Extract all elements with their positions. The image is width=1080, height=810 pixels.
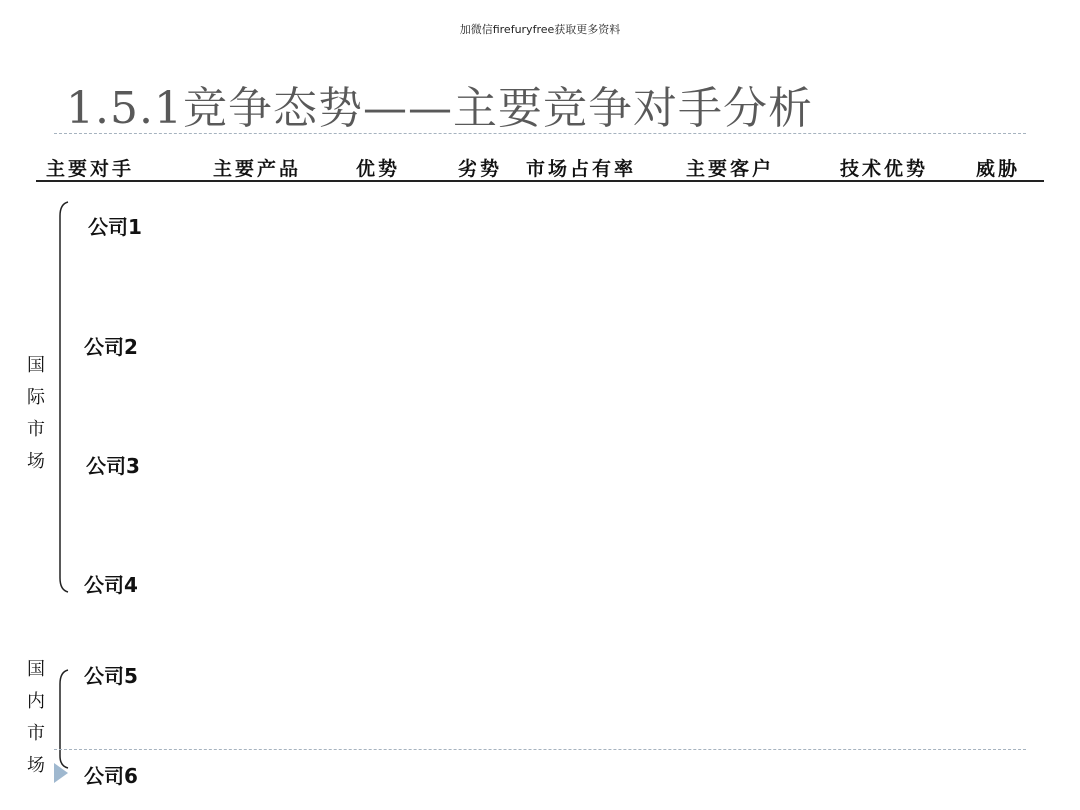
company-row-label: 公司3: [86, 454, 140, 478]
company-row-label: 公司6: [84, 764, 138, 788]
international-bracket: [60, 202, 68, 592]
company-row-label: 公司5: [84, 664, 138, 688]
column-header-main-customers: 主要客户: [686, 158, 775, 180]
column-header-market-share: 市场占有率: [526, 158, 637, 180]
group-label-domestic: 国内市场: [27, 659, 45, 776]
slide-title: 1.5.1竞争态势——主要竞争对手分析: [66, 83, 813, 134]
column-header-threats: 威胁: [976, 158, 1021, 180]
column-header-strengths: 优势: [356, 158, 401, 180]
domestic-bracket: [60, 670, 68, 768]
group-label-international: 国际市场: [27, 355, 45, 472]
column-header-competitor: 主要对手: [46, 158, 135, 180]
triangle-bullet-icon: [54, 763, 68, 783]
column-header-tech-advantages: 技术优势: [840, 158, 929, 180]
company-row-label: 公司2: [84, 335, 138, 359]
watermark-text: 加微信firefuryfree获取更多资料: [459, 23, 621, 36]
company-row-label: 公司4: [84, 573, 138, 597]
company-row-label: 公司1: [88, 215, 142, 239]
column-header-weaknesses: 劣势: [458, 158, 503, 180]
footer-divider: [54, 749, 1026, 750]
column-header-products: 主要产品: [213, 158, 302, 180]
